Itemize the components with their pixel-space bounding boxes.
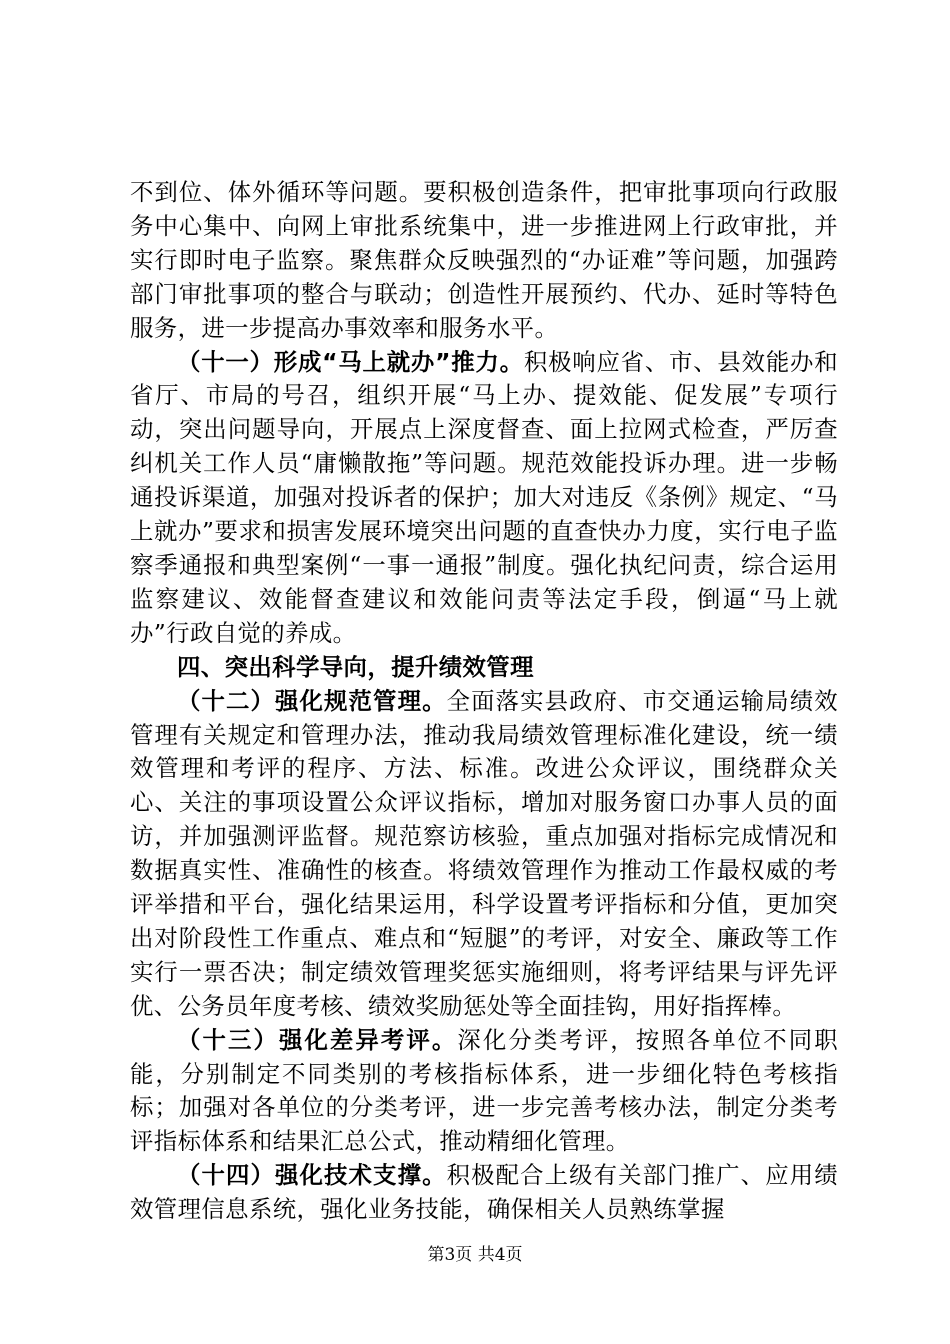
page-number-footer: 第3页 共4页 xyxy=(427,1245,523,1265)
paragraph-lead: （十四）强化技术支撑。 xyxy=(177,1161,447,1190)
paragraph-item-13 xyxy=(130,1024,838,1160)
paragraph-text: 深化分类考评，按照各单位不同职能，分别制定不同类别的考核指标体系，进一步细化特色考核指标；加强对各单位的分类考评，进一步完善考核办法，制定分类考评指标体系和结果汇总公式，推动精细化管理。 xyxy=(130,1025,838,1156)
paragraph-lead: （十二）强化规范管理。 xyxy=(177,686,447,715)
paragraph-text: 积极响应省、市、县效能办和省厅、市局的号召，组织开展“马上办、提效能、促发展”专项行动，突出问题导向，开展点上深度督查、面上拉网式检查，严厉查纠机关工作人员“庸懒散拖”等问题。规范效能投诉办理。进一步畅通投诉渠道，加强对投诉者的保护；加大对违反《条例》规定、“马上就办”要求和损害发展环境突出问题的直查快办力度，实行电子监察季通报和典型案例“一事一通报”制度。强化执纪问责，综合运用监察建议、效能督查建议和效能问责等法定手段，倒逼“马上就办”行政自觉的养成。 xyxy=(130,347,838,647)
paragraph-text: 全面落实县政府、市交通运输局绩效管理有关规定和管理办法，推动我局绩效管理标准化建设，统一绩效管理和考评的程序、方法、标准。改进公众评议，围绕群众关心、关注的事项设置公众评议指标，增加对服务窗口办事人员的面访，并加强测评监督。规范察访核验，重点加强对指标完成情况和数据真实性、准确性的核查。将绩效管理作为推动工作最权威的考评举措和平台，强化结果运用，科学设置考评指标和分值，更加突出对阶段性工作重点、难点和“短腿”的考评，对安全、廉政等工作实行一票否决；制定绩效管理奖惩实施细则，将考评结果与评先评优、公务员年度考核、绩效奖励惩处等全面挂钩，用好指挥棒。 xyxy=(130,686,838,1020)
section-heading-4: 四、突出科学导向，提升绩效管理 xyxy=(177,652,534,681)
paragraph-continuation xyxy=(130,176,838,346)
paragraph-item-11 xyxy=(130,346,838,651)
paragraph-text: 不到位、体外循环等问题。要积极创造条件，把审批事项向行政服务中心集中、向网上审批系统集中，进一步推进网上行政审批，并实行即时电子监察。聚焦群众反映强烈的“办证难”等问题，加强跨部门审批事项的整合与联动；创造性开展预约、代办、延时等特色服务，进一步提高办事效率和服务水平。 xyxy=(130,178,838,342)
paragraph-item-12 xyxy=(130,685,838,1024)
document-body xyxy=(130,176,838,1227)
paragraph-lead: （十一）形成“马上就办”推力。 xyxy=(177,347,524,376)
paragraph-item-14 xyxy=(130,1159,838,1227)
paragraph-lead: （十三）强化差异考评。 xyxy=(177,1025,458,1054)
paragraph-text: 积极配合上级有关部门推广、应用绩效管理信息系统，强化业务技能，确保相关人员熟练掌握 xyxy=(130,1161,838,1224)
